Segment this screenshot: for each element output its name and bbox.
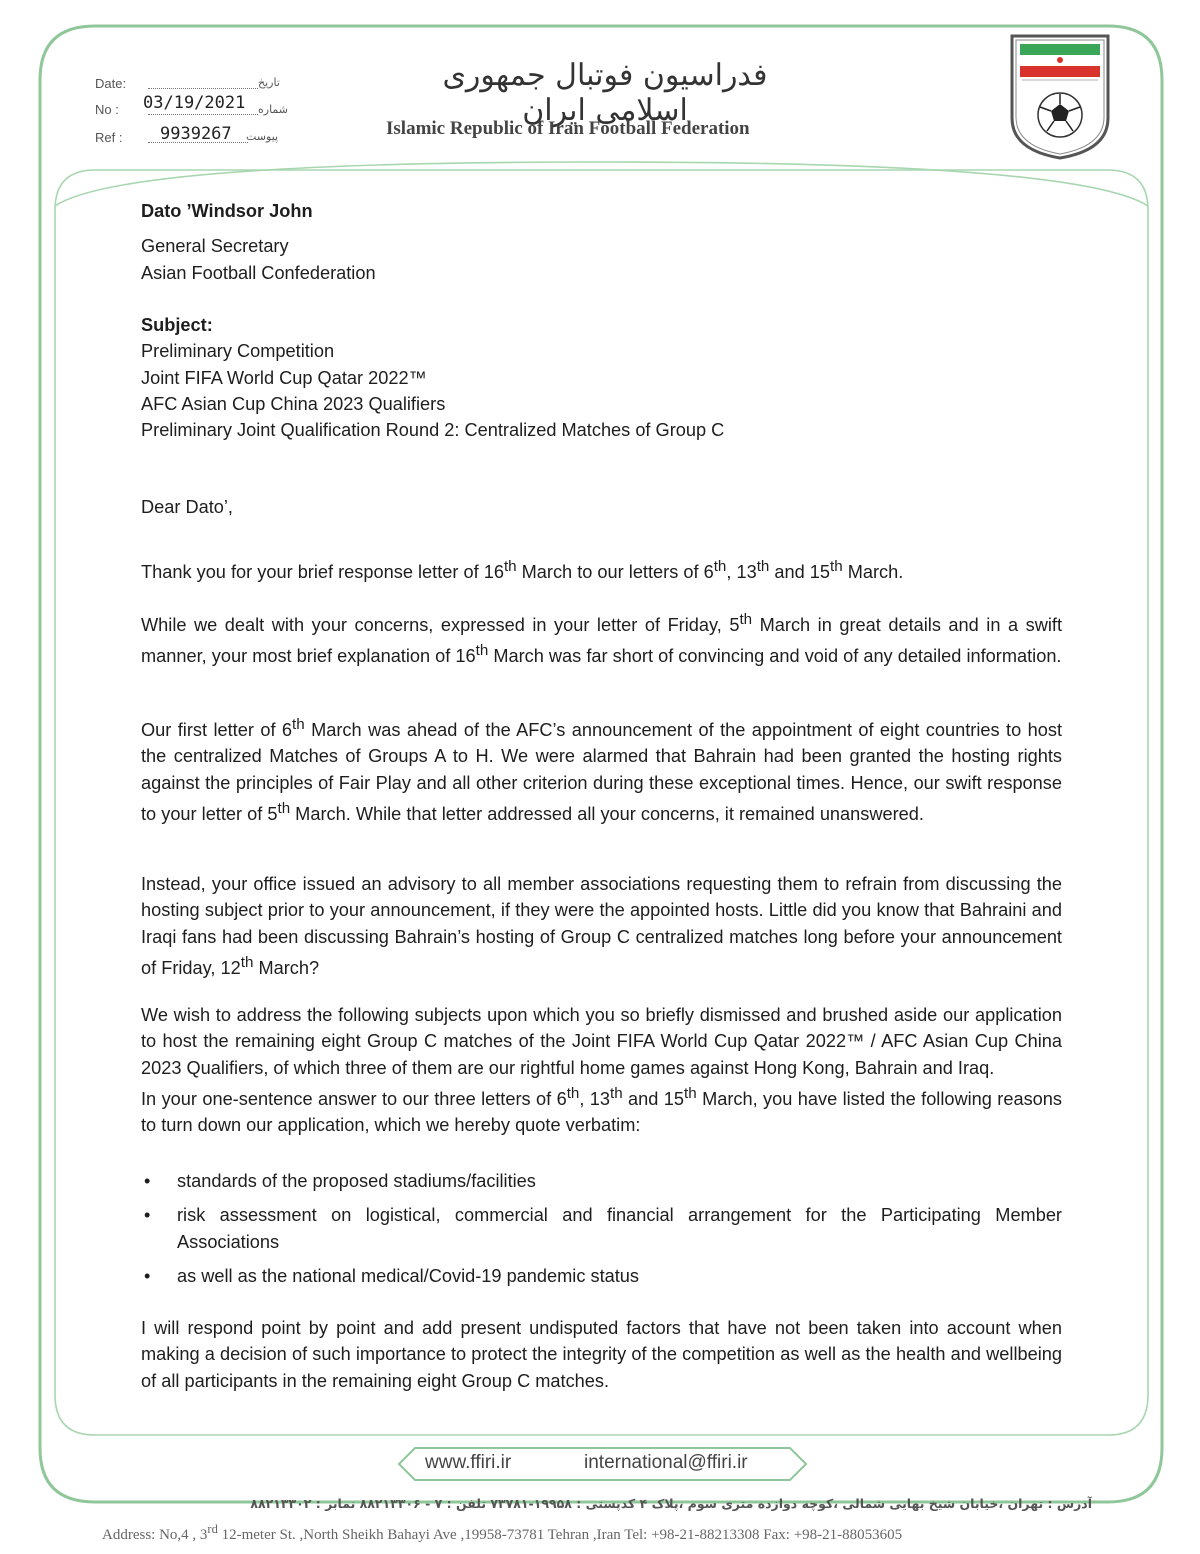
paragraph-4 — [141, 871, 1062, 981]
subject-line: AFC Asian Cup China 2023 Qualifiers — [141, 393, 446, 414]
subject-block — [141, 312, 1062, 443]
paragraph-3-text: Our first letter of 6th March was ahead of the AFC’s announcement of the appointment of eight countries to host the centralized Matches of Groups A to H. We were alarmed that Bahrain had been granted the hosting rights against the principles of Fair Play and all other criterion during these exceptional times. Hence, our swift response to your letter of 5th March. While that letter addressed all your concerns, it remained unanswered. — [141, 716, 1062, 825]
bullet-icon: • — [144, 1205, 151, 1226]
paragraph-4-text: Instead, your office issued an advisory to all member associations requesting them to refrain from discussing the hosting subject prior to your announcement, if they were the appointed hosts. Little did you know that Bahraini and Iraqi fans had been discussing Bahrain’s hosting of Group C centralized matches long before your announcement of Friday, 12th March? — [141, 874, 1062, 978]
paragraph-6-text: In your one-sentence answer to our three letters of 6th, 13th and 15th March, you have listed the following reasons to turn down our application, which we hereby quote verbatim: — [141, 1084, 1063, 1136]
paragraph-3 — [141, 712, 1062, 827]
subject-line: Preliminary Joint Qualification Round 2: Centralized Matches of Group C — [141, 420, 725, 441]
no-field-line — [148, 114, 258, 115]
paragraph-7 — [141, 1315, 1062, 1394]
date-field-line — [148, 88, 258, 89]
no-label: No : — [95, 102, 119, 117]
subject-line: Joint FIFA World Cup Qatar 2022™ — [141, 367, 427, 388]
paragraph-2 — [141, 607, 1062, 670]
org-name-en: Islamic Republic of Iran Football Federation — [386, 118, 750, 139]
paragraph-1 — [141, 554, 1062, 585]
list-item: • as well as the national medical/Covid-19 pandemic status — [141, 1263, 1062, 1289]
ref-label: Ref : — [95, 130, 123, 145]
list-item: • standards of the proposed stadiums/facilities — [141, 1168, 1062, 1194]
recipient-title: General Secretary — [141, 236, 289, 257]
salutation — [141, 494, 1062, 520]
address-en: Address: No,4 , 3rd 12-meter St. ,North Sheikh Bahayi Ave ,19958-73781 Tehran ,Iran Tel: +98-21-88213308 Fax: +98-21-88053605 — [102, 1522, 903, 1543]
salutation-text: Dear Dato’, — [141, 497, 233, 517]
recipient-name: Dato ’Windsor John — [141, 201, 313, 221]
reasons-list — [141, 1168, 1062, 1297]
date-label: Date: — [95, 76, 127, 91]
address-fa: آدرس : تهران ،خیابان شیخ بهایی شمالی ،کوچه دوازده متری سوم ،پلاک ۴ کدپستی : ۱۹۹۵۸-۷۳۷۸۱ تلفن : ۷ - ۸۸۲۱۳۳۰۶ نمابر : ۸۸۲۱۳۳۰۲ — [250, 1496, 1092, 1511]
recipient-org: Asian Football Confederation — [141, 262, 376, 283]
ffiri-emblem-icon — [1012, 36, 1108, 158]
ref-number: 9939267 — [160, 124, 232, 144]
website-link[interactable]: www.ffiri.ir — [425, 1452, 512, 1473]
list-item: • risk assessment on logistical, commercial and financial arrangement for the Participating Member Associations — [141, 1202, 1062, 1255]
subject-line: Preliminary Competition — [141, 341, 335, 362]
ref-label-fa: پیوست — [246, 130, 279, 143]
paragraph-2-text: While we dealt with your concerns, expressed in your letter of Friday, 5th March in great details and in a swift manner, your most brief explanation of 16th March was far short of convincing and void of any detailed information. — [141, 611, 1062, 667]
paragraph-5-text: We wish to address the following subjects upon which you so briefly dismissed and brushed aside our application to host the remaining eight Group C matches of the Joint FIFA World Cup Qatar 2022™ / AFC Asian Cup China 2023 Qualifiers, of which three of them are our rightful home games against Hong Kong, Bahrain and Iraq. — [141, 1005, 1062, 1078]
letter-number: 03/19/2021 — [143, 93, 246, 113]
org-name-fa: فدراسیون فوتبال جمهوری اسلامی ایران — [442, 58, 768, 128]
paragraph-7-text: I will respond point by point and add present undisputed factors that have not been taken into account when making a decision of such importance to protect the integrity of the competition as well as the health and wellbeing of all participants in the remaining eight Group C matches. — [141, 1318, 1062, 1391]
bullet-icon: • — [144, 1265, 151, 1286]
paragraph-1-text: Thank you for your brief response letter of 16th March to our letters of 6th, 13th and 15th March. — [141, 558, 904, 583]
date-label-fa: تاریخ — [258, 76, 280, 89]
paragraph-5 — [141, 1002, 1062, 1139]
bullet-icon: • — [144, 1171, 151, 1191]
email-link[interactable]: international@ffiri.ir — [584, 1452, 748, 1473]
footer-line-left — [56, 1436, 399, 1464]
recipient-block — [141, 198, 1062, 286]
no-label-fa: شماره — [258, 103, 289, 116]
subject-label: Subject: — [141, 315, 213, 335]
